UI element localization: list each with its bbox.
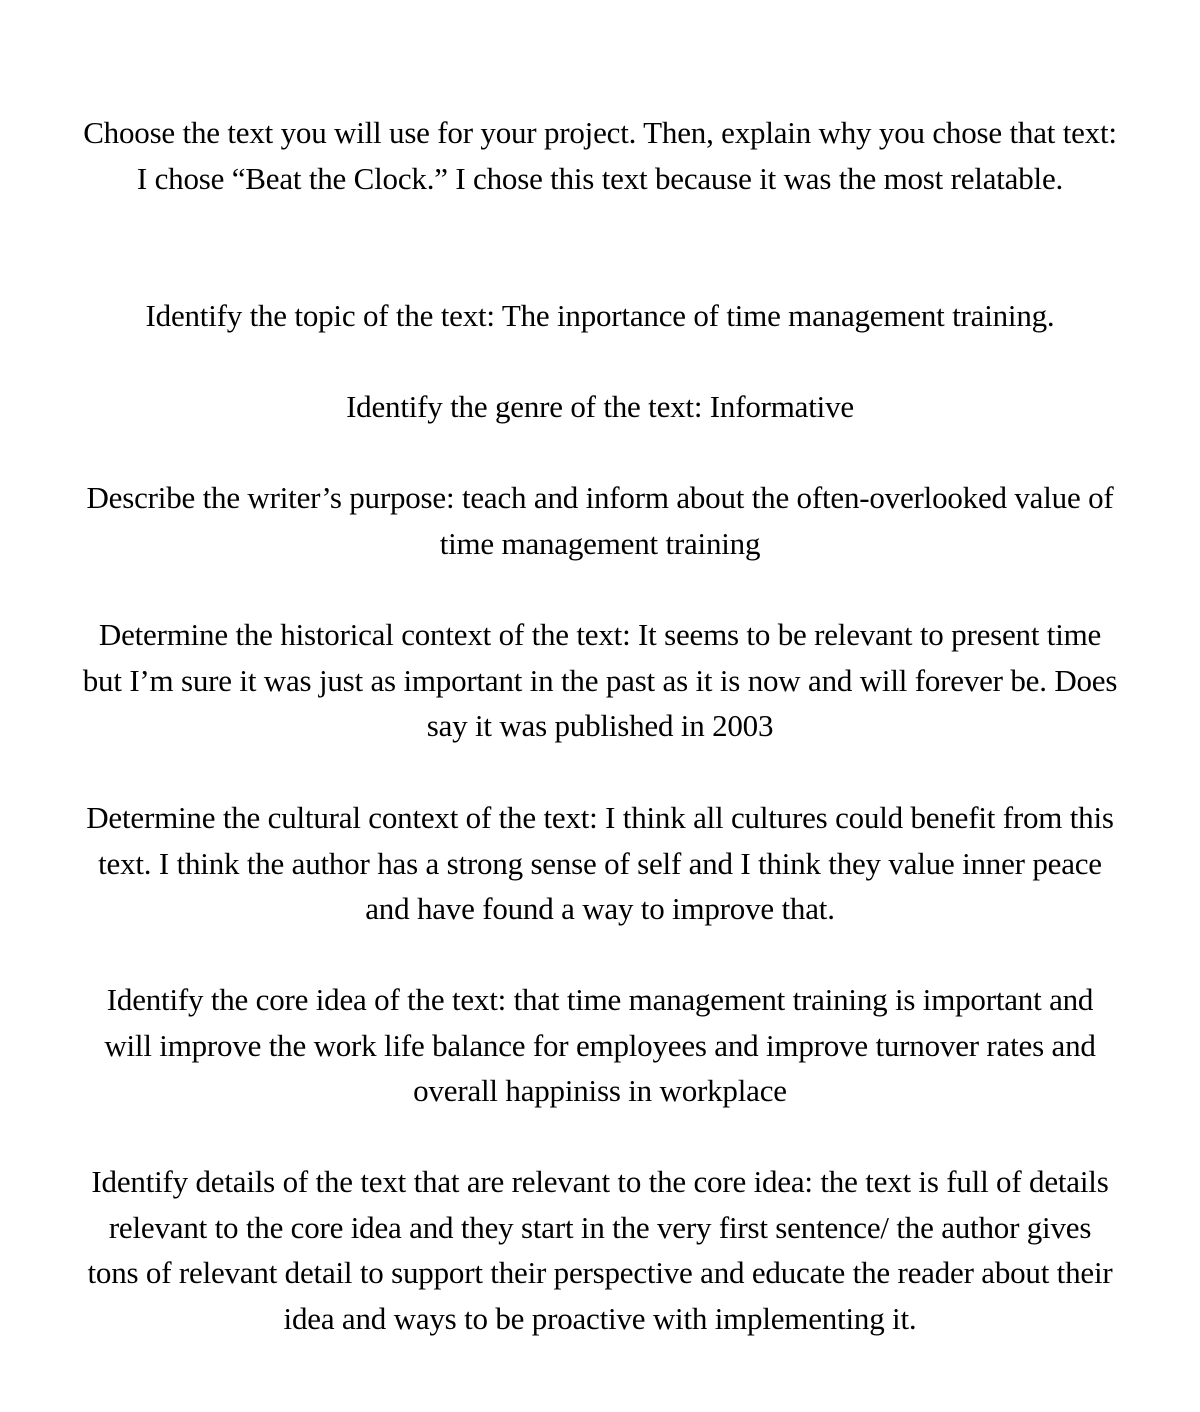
- paragraph-line: Identify the genre of the text: Informative: [346, 389, 854, 424]
- paragraph-line: tons of relevant detail to support their perspective and educate the reader about their: [87, 1255, 1113, 1290]
- paragraph-line: Identify the topic of the text: The inportance of time management training.: [145, 298, 1055, 333]
- paragraph-topic: [0, 293, 1200, 339]
- paragraph-line: relevant to the core idea and they start in the very first sentence/ the author gives: [108, 1209, 1092, 1245]
- paragraph-line: Determine the historical context of the text: It seems to be relevant to present time: [98, 617, 1102, 652]
- paragraph-core-idea: [0, 977, 1200, 1114]
- paragraph-line: Describe the writer’s purpose: teach and inform about the often-overlooked value of: [86, 480, 1114, 515]
- paragraph-line: overall happiniss in workplace: [413, 1073, 787, 1108]
- paragraph-line: say it was published in 2003: [426, 708, 774, 743]
- paragraph-details: [0, 1159, 1200, 1341]
- paragraph-text-choice: [0, 110, 1200, 201]
- paragraph-line: Determine the cultural context of the text: I think all cultures could benefit from this: [86, 800, 1114, 835]
- paragraph-line: I chose “Beat the Clock.” I chose this text because it was the most relatable.: [136, 160, 1064, 196]
- paragraph-line: time management training: [439, 525, 761, 561]
- paragraph-cultural-context: [0, 795, 1200, 932]
- paragraph-line: will improve the work life balance for employees and improve turnover rates and: [104, 1027, 1096, 1063]
- paragraph-line: and have found a way to improve that.: [365, 891, 835, 926]
- paragraph-line: Identify the core idea of the text: that time management training is important and: [106, 982, 1094, 1017]
- paragraph-line: text. I think the author has a strong sense of self and I think they value inner peace: [98, 845, 1102, 881]
- paragraph-genre: [0, 384, 1200, 430]
- paragraph-line: Identify details of the text that are relevant to the core idea: the text is full of details: [91, 1164, 1109, 1199]
- paragraph-line: but I’m sure it was just as important in the past as it is now and will forever be. Does: [82, 662, 1118, 698]
- paragraph-purpose: [0, 475, 1200, 566]
- paragraph-historical-context: [0, 612, 1200, 749]
- paragraph-line: idea and ways to be proactive with implementing it.: [283, 1300, 917, 1336]
- paragraph-line: Choose the text you will use for your project. Then, explain why you chose that text:: [83, 115, 1117, 150]
